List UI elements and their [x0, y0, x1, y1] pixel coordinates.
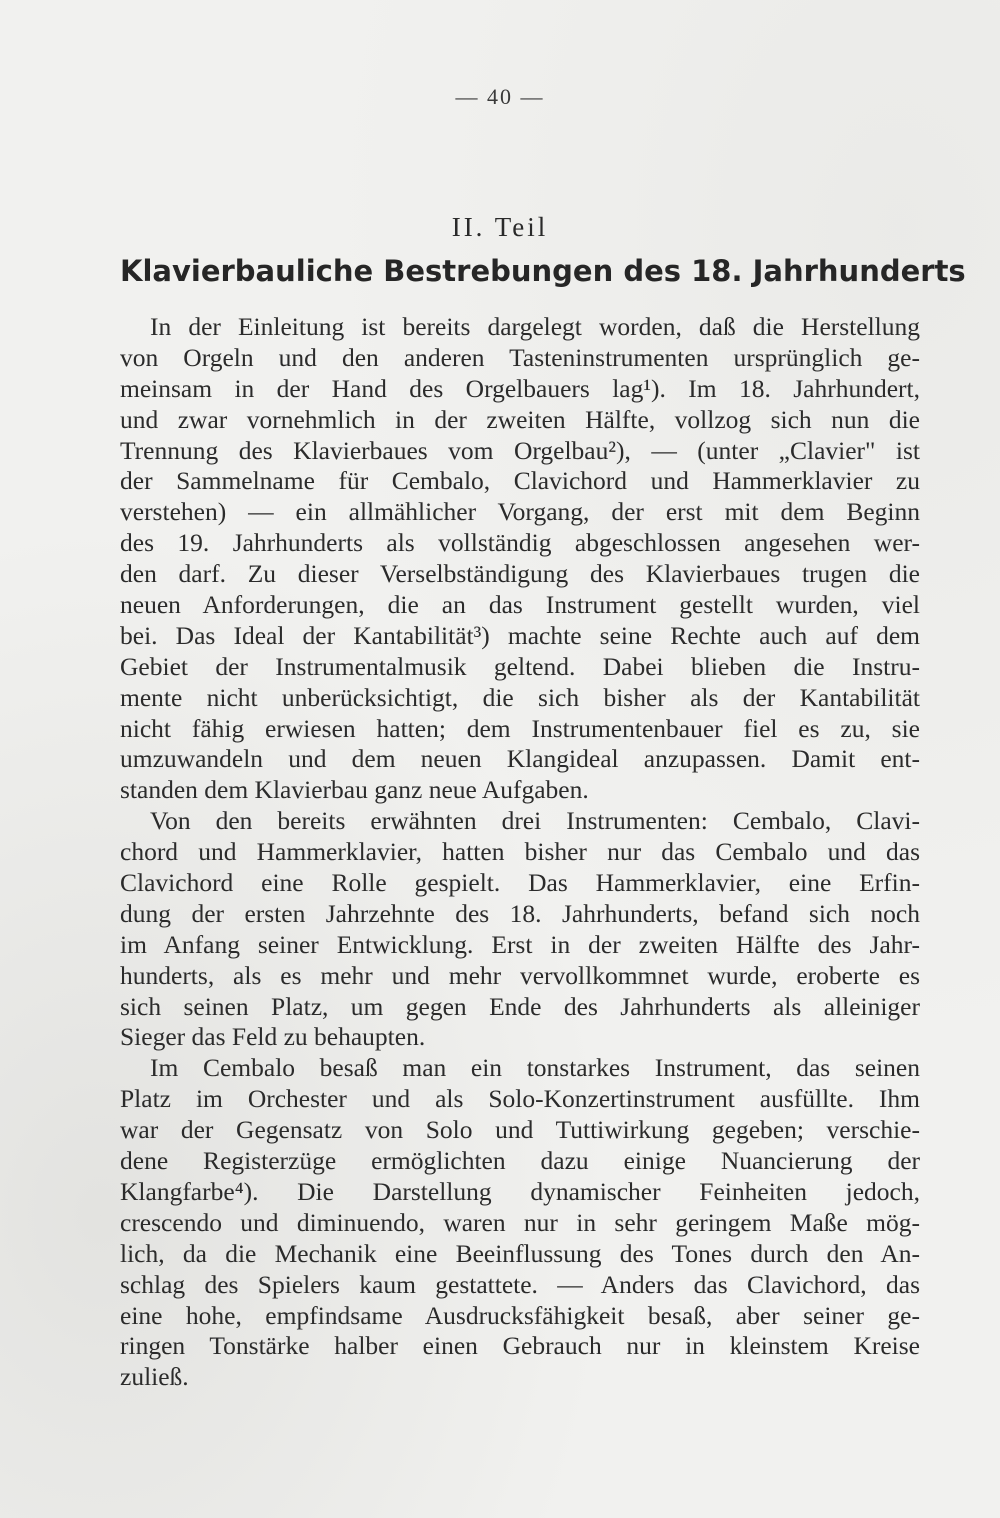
text-line: standen dem Klavierbau ganz neue Aufgaben.: [120, 775, 589, 805]
text-line: im Anfang seiner Entwicklung. Erst in der zweiten Hälfte des Jahr-: [120, 929, 920, 959]
text-line: Klangfarbe⁴). Die Darstellung dynamischer Feinheiten jedoch,: [120, 1176, 920, 1206]
body-text: [120, 312, 920, 1393]
text-line: neuen Anforderungen, die an das Instrument gestellt wurden, viel: [120, 590, 920, 620]
text-line: bei. Das Ideal der Kantabilität³) machte seine Rechte auch auf dem: [120, 620, 920, 650]
text-line: des 19. Jahrhunderts als vollständig abgeschlossen angesehen wer-: [120, 528, 920, 558]
text-line: verstehen) — ein allmählicher Vorgang, der erst mit dem Beginn: [120, 497, 920, 527]
text-line: und zwar vornehmlich in der zweiten Hälfte, vollzog sich nun die: [120, 404, 920, 434]
text-line: chord und Hammerklavier, hatten bisher nur das Cembalo und das: [120, 837, 920, 867]
text-line: Platz im Orchester und als Solo-Konzertinstrument ausfüllte. Ihm: [120, 1084, 920, 1114]
text-line: Clavichord eine Rolle gespielt. Das Hammerklavier, eine Erfin-: [120, 868, 920, 898]
text-line: den darf. Zu dieser Verselbständigung des Klavierbaues trugen die: [120, 559, 920, 589]
text-line: war der Gegensatz von Solo und Tuttiwirkung gegeben; verschie-: [120, 1115, 920, 1145]
text-line: eine hohe, empfindsame Ausdrucksfähigkeit besaß, aber seiner ge-: [120, 1300, 920, 1330]
text-line: mente nicht unberücksichtigt, die sich bisher als der Kantabilität: [120, 682, 920, 712]
part-heading: II. Teil: [451, 212, 549, 242]
chapter-title: Klavierbauliche Bestrebungen des 18. Jahrhunderts: [120, 254, 966, 288]
text-line: In der Einleitung ist bereits dargelegt worden, daß die Herstellung: [150, 312, 920, 341]
text-line: der Sammelname für Cembalo, Clavichord und Hammerklavier zu: [120, 466, 920, 496]
text-line: Gebiet der Instrumentalmusik geltend. Dabei blieben die Instru-: [120, 651, 920, 681]
text-line: dene Registerzüge ermöglichten dazu einige Nuancierung der: [120, 1146, 920, 1176]
paragraph: [120, 1053, 920, 1393]
text-line: umzuwandeln und dem neuen Klangideal anzupassen. Damit ent-: [120, 744, 920, 774]
paragraph: [120, 806, 920, 1053]
page-number: — 40 —: [455, 84, 545, 109]
text-line: ringen Tonstärke halber einen Gebrauch nur in kleinstem Kreise: [120, 1331, 920, 1361]
text-line: meinsam in der Hand des Orgelbauers lag¹). Im 18. Jahrhundert,: [120, 373, 920, 403]
text-line: sich seinen Platz, um gegen Ende des Jahrhunderts als alleiniger: [120, 991, 920, 1021]
text-line: Sieger das Feld zu behaupten.: [120, 1022, 426, 1052]
text-line: dung der ersten Jahrzehnte des 18. Jahrhunderts, befand sich noch: [120, 898, 920, 928]
text-line: lich, da die Mechanik eine Beeinflussung des Tones durch den An-: [120, 1238, 920, 1268]
text-line: von Orgeln und den anderen Tasteninstrumenten ursprünglich ge-: [120, 342, 920, 372]
text-line: schlag des Spielers kaum gestattete. — Anders das Clavichord, das: [120, 1269, 920, 1299]
paragraph: [120, 312, 920, 806]
text-line: hunderts, als es mehr und mehr vervollkommnet wurde, eroberte es: [120, 960, 920, 990]
text-line: nicht fähig erwiesen hatten; dem Instrumentenbauer fiel es zu, sie: [120, 713, 920, 743]
text-line: Im Cembalo besaß man ein tonstarkes Instrument, das seinen: [150, 1053, 920, 1083]
text-line: Trennung des Klavierbaues vom Orgelbau²), — (unter „Clavier" ist: [120, 435, 920, 465]
text-line: crescendo und diminuendo, waren nur in sehr geringem Maße mög-: [120, 1207, 920, 1237]
text-line: zuließ.: [120, 1362, 189, 1392]
text-line: Von den bereits erwähnten drei Instrumenten: Cembalo, Clavi-: [150, 806, 920, 836]
